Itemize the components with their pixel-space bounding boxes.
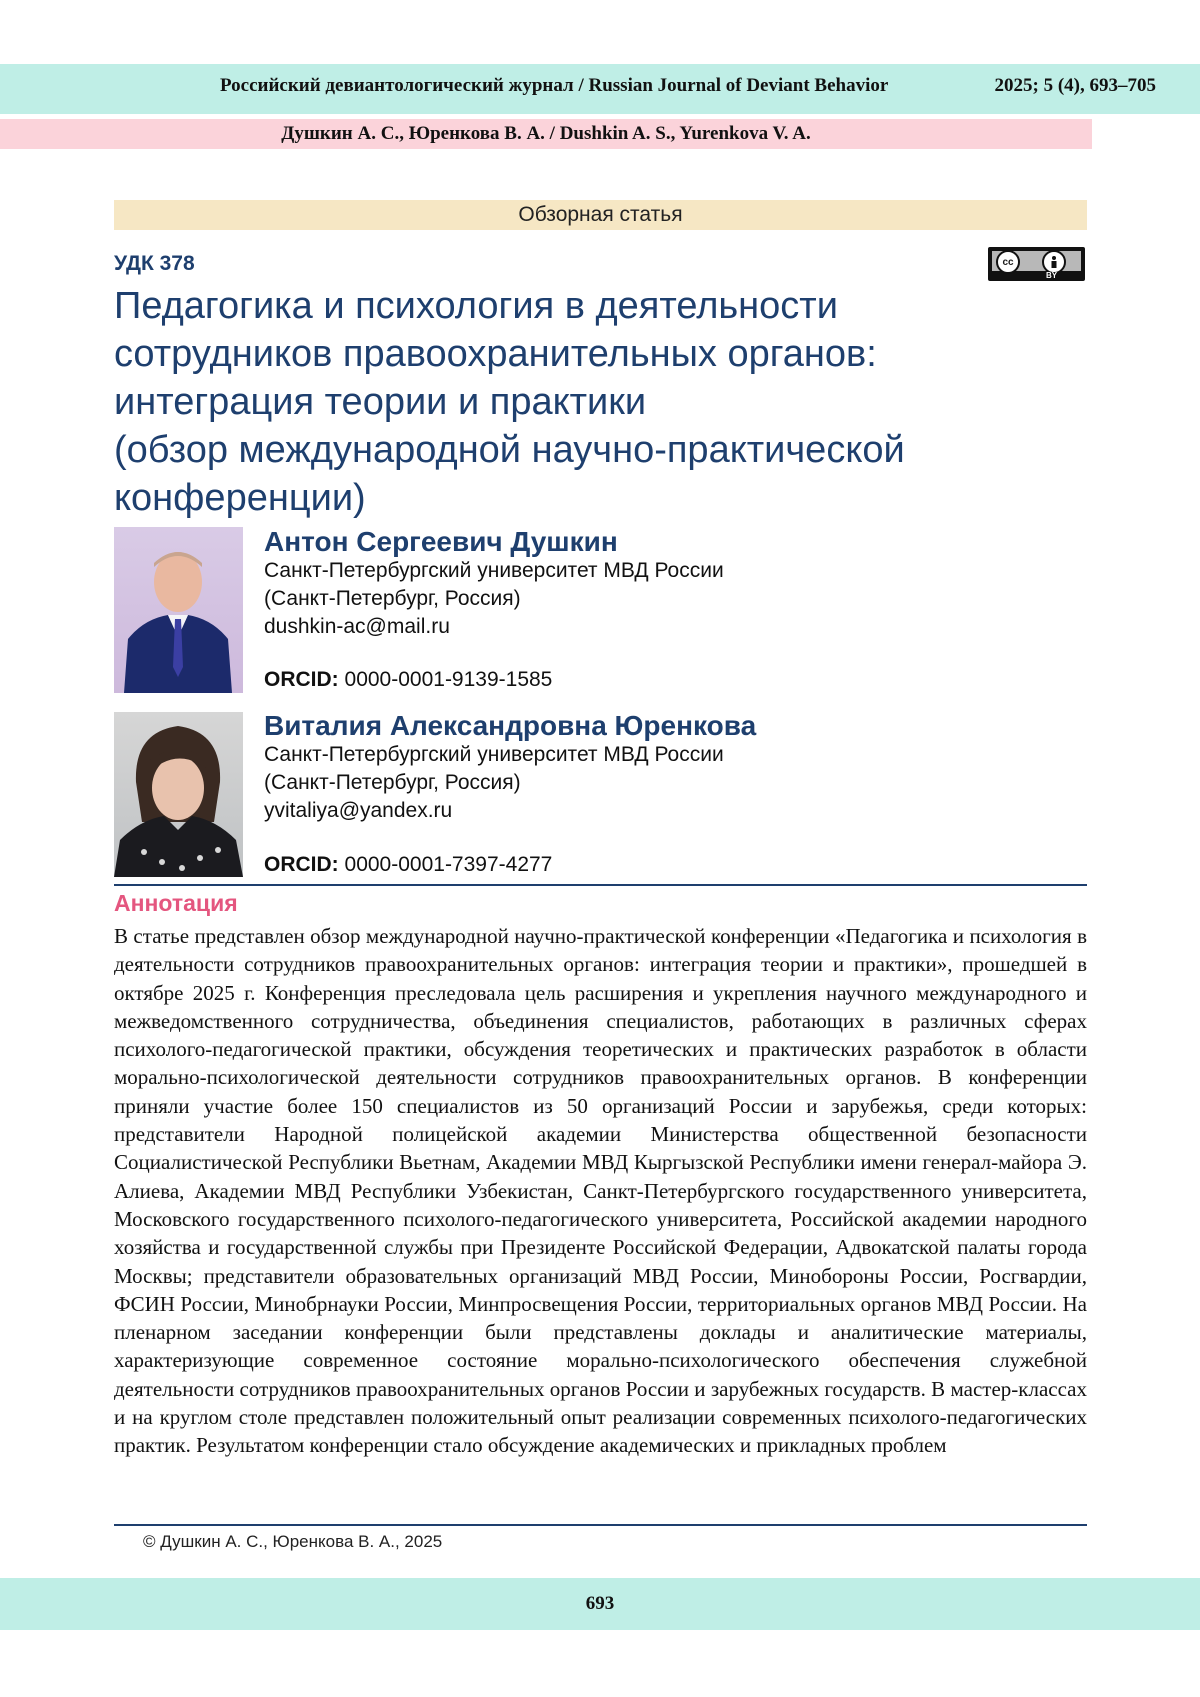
title-line: конференции)	[114, 477, 366, 519]
orcid-label: ORCID:	[264, 853, 339, 876]
author-photo	[114, 527, 243, 693]
issue-info: 2025; 5 (4), 693–705	[994, 75, 1156, 96]
author-name: Виталия Александровна Юренкова	[264, 710, 757, 741]
orcid-id[interactable]: 0000-0001-9139-1585	[344, 668, 553, 691]
license-label: BY	[1046, 271, 1058, 280]
author-email[interactable]: dushkin-ac@mail.ru	[264, 615, 450, 638]
article-title	[114, 282, 1074, 522]
cc-circle-icon: cc	[996, 250, 1020, 274]
title-line: интеграция теории и практики	[114, 381, 647, 423]
author-location: (Санкт-Петербург, Россия)	[264, 587, 521, 610]
cc-by-icon	[988, 247, 1085, 281]
author-email[interactable]: yvitaliya@yandex.ru	[264, 799, 453, 822]
page-number: 693	[0, 1578, 1200, 1630]
article-type: Обзорная статья	[114, 200, 1087, 230]
author-name: Антон Сергеевич Душкин	[264, 526, 618, 557]
journal-title: Российский девиантологический журнал / Russian Journal of Deviant Behavior	[220, 75, 889, 96]
section-divider	[114, 884, 1087, 886]
annotation-text: В статье представлен обзор международной научно-практической конференции «Педагогика и психология в деятельности сотрудников правоохранительных органов: интеграция теории и практики», прошедшей в октябре 2025 г. Конференция преследовала цель расширения и укрепления научного международного и межведомственного сотрудничества, объединения специалистов, работающих в различных сферах психолого-педагогической практики, обсуждения теоретических и практических разработок в области морально-психологической деятельности сотрудников правоохранительных органов. В конференции приняли участие более 150 специалистов из 50 организаций России и зарубежья, среди которых: представители Народной полицейской академии Министерства общественной безопасности Социалистической Республики Вьетнам, Академии МВД Кыргызской Республики имени генерал-майора Э. Алиева, Академии МВД Республики Узбекистан, Санкт-Петербургского государственного университета, Московского государственного психолого-педагогического университета, Российской академии народного хозяйства и государственной службы при Президенте Российской Федерации, Адвокатской палаты города Москвы; представители образовательных организаций МВД России, Минобороны России, Росгвардии, ФСИН России, Минобрнауки России, Минпросвещения России, территориальных органов МВД России. На пленарном заседании конференции были представлены доклады и аналитические материалы, характеризующие современное состояние морально-психологического обеспечения служебной деятельности сотрудников правоохранительных органов России и зарубежных государств. В мастер-классах и на круглом столе представлен положительный опыт реализации современных психолого-педагогических практик. Результатом конференции стало обсуждение академических и прикладных проблем	[114, 924, 1087, 1458]
author-orcid	[264, 853, 552, 877]
author-location: (Санкт-Петербург, Россия)	[264, 771, 521, 794]
title-line: (обзор международной научно-практической	[114, 429, 905, 471]
copyright: © Душкин А. С., Юренкова В. А., 2025	[143, 1532, 443, 1551]
author-affiliation: Санкт-Петербургский университет МВД России	[264, 559, 724, 582]
orcid-label: ORCID:	[264, 668, 339, 691]
running-authors: Душкин А. С., Юренкова В. А. / Dushkin A. S., Yurenkova V. A.	[0, 119, 1092, 149]
author-photo	[114, 712, 243, 877]
footer-divider	[114, 1524, 1087, 1526]
author-affiliation: Санкт-Петербургский университет МВД России	[264, 743, 724, 766]
title-line: Педагогика и психология в деятельности	[114, 285, 838, 327]
orcid-id[interactable]: 0000-0001-7397-4277	[344, 853, 553, 876]
title-line: сотрудников правоохранительных органов:	[114, 333, 877, 375]
annotation-heading: Аннотация	[114, 890, 238, 916]
udk-code: УДК 378	[114, 252, 195, 275]
author-orcid	[264, 668, 552, 692]
